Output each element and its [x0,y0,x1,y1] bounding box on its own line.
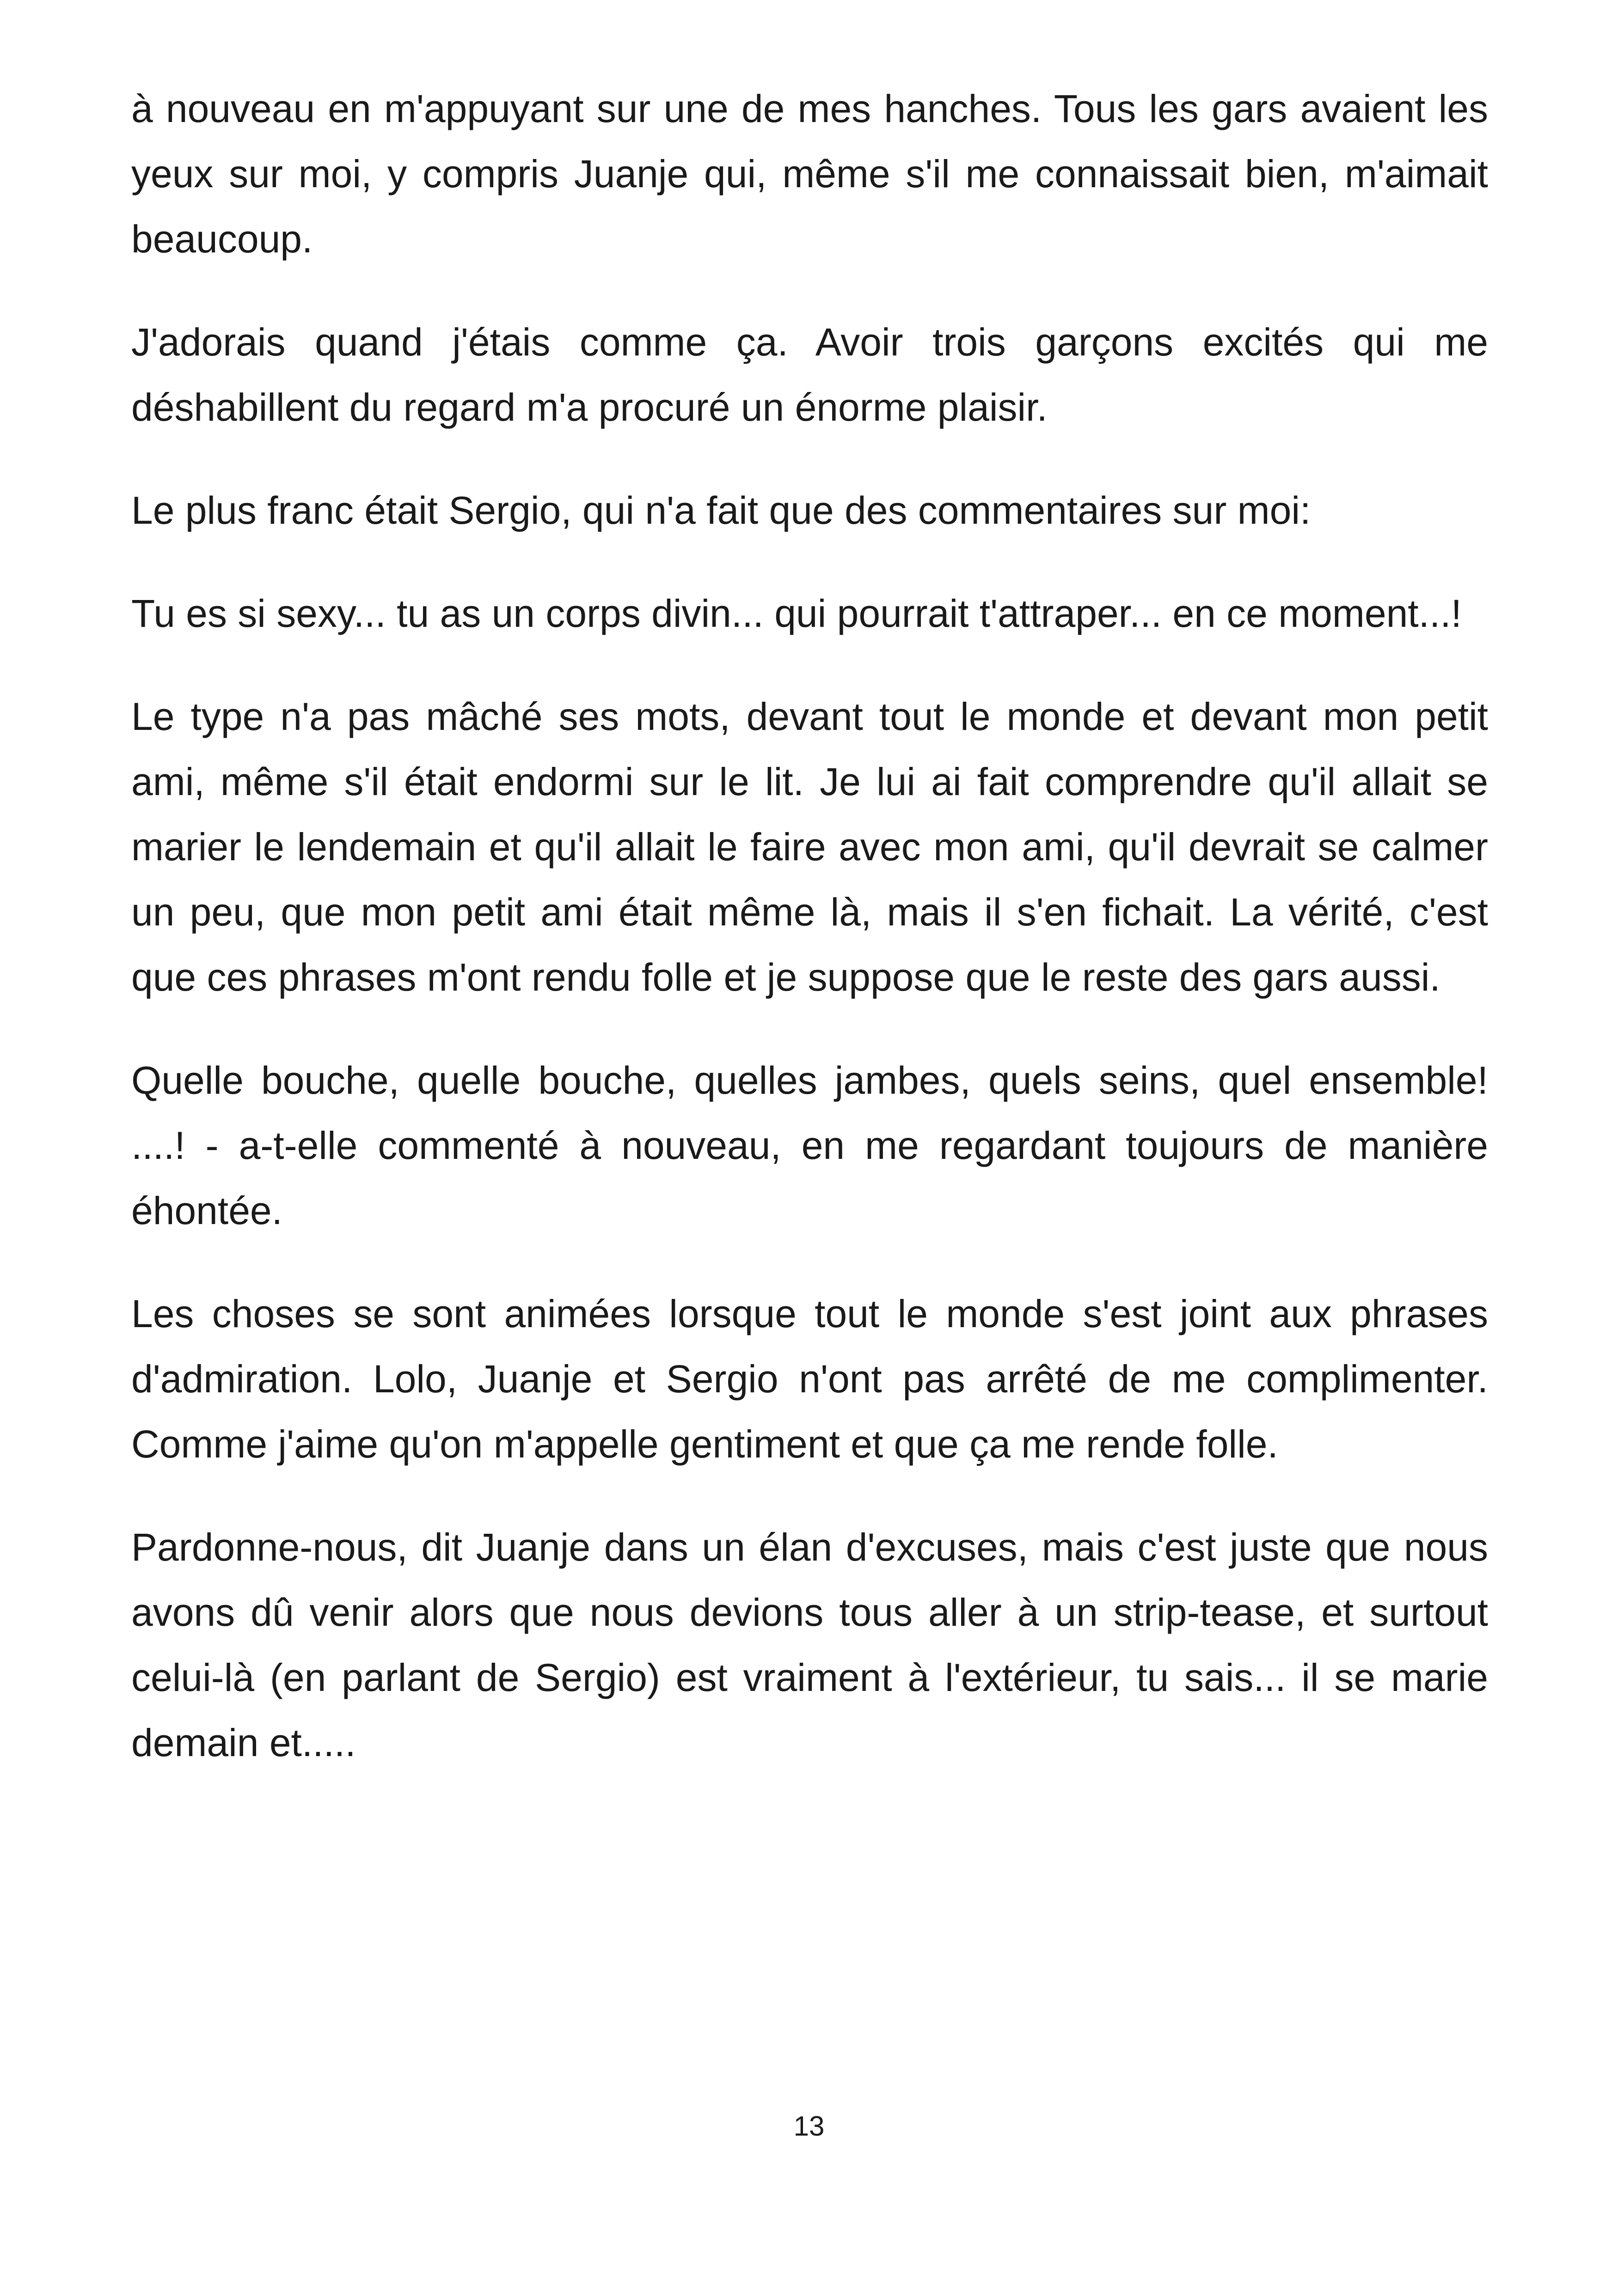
paragraph-1: à nouveau en m'appuyant sur une de mes hanches. Tous les gars avaient les yeux sur moi, y compris Juanje qui, même s'il me connaissait bien, m'aimait beaucoup. [131,87,1488,261]
paragraph-8: Pardonne-nous, dit Juanje dans un élan d'excuses, mais c'est juste que nous avons dû venir alors que nous devions tous aller à un strip-tease, et surtout celui-là (en parlant de Sergio) est vraiment à l'extérieur, tu sais... il se marie demain et..... [131,1525,1488,1764]
paragraph-7: Les choses se sont animées lorsque tout le monde s'est joint aux phrases d'admiration. Lolo, Juanje et Sergio n'ont pas arrêté de me complimenter. Comme j'aime qu'on m'appelle gentiment et que ça me rende folle. [131,1292,1488,1466]
paragraph-4: Tu es si sexy... tu as un corps divin... qui pourrait t'attraper... en ce moment...! [131,592,1462,635]
paragraph-3: Le plus franc était Sergio, qui n'a fait que des commentaires sur moi: [131,489,1311,532]
paragraph-2: J'adorais quand j'étais comme ça. Avoir trois garçons excités qui me déshabillent du regard m'a procuré un énorme plaisir. [131,320,1488,429]
paragraph-6: Quelle bouche, quelle bouche, quelles jambes, quels seins, quel ensemble! ....! - a-t-elle commenté à nouveau, en me regardant toujours de manière éhontée. [131,1059,1488,1232]
page-number: 13 [793,2111,825,2142]
paragraph-5: Le type n'a pas mâché ses mots, devant tout le monde et devant mon petit ami, même s'il était endormi sur le lit. Je lui ai fait comprendre qu'il allait se marier le lendemain et qu'il allait le faire avec mon ami, qu'il devrait se calmer un peu, que mon petit ami était même là, mais il s'en fichait. La vérité, c'est que ces phrases m'ont rendu folle et je suppose que le reste des gars aussi. [131,695,1488,999]
body-text [131,76,1488,1813]
